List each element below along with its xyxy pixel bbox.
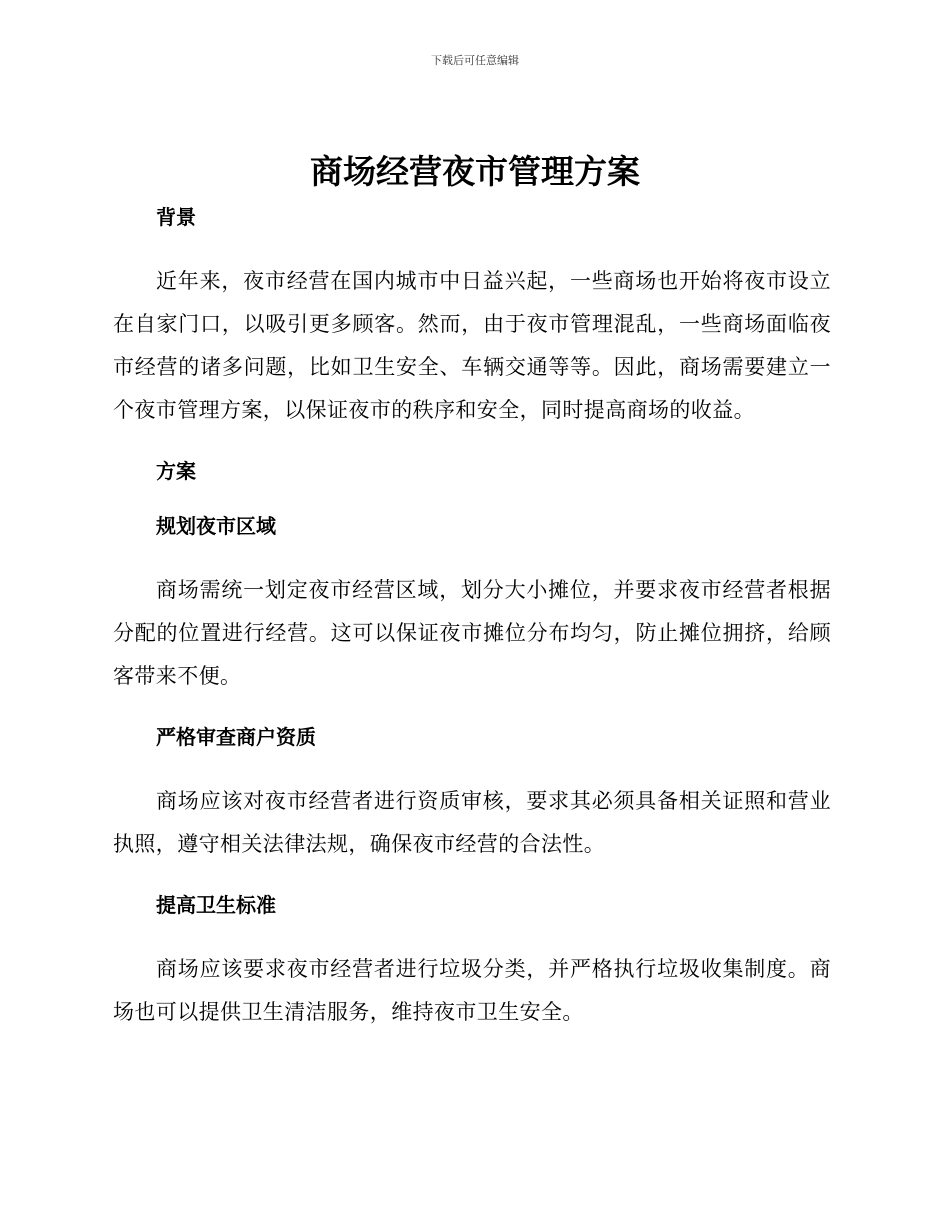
section-heading-plan: 方案 bbox=[156, 459, 196, 483]
section-heading-hygiene: 提高卫生标准 bbox=[156, 893, 276, 917]
section-heading-zone: 规划夜市区域 bbox=[156, 514, 276, 538]
paragraph-review: 商场应该对夜市经营者进行资质审核，要求其必须具备相关证照和营业执照，遵守相关法律法规，确保夜市经营的合法性。 bbox=[113, 789, 831, 856]
header-note: 下载后可任意编辑 bbox=[431, 54, 519, 67]
paragraph-zone: 商场需统一划定夜市经营区域，划分大小摊位，并要求夜市经营者根据分配的位置进行经营。这可以保证夜市摊位分布均匀，防止摊位拥挤，给顾客带来不便。 bbox=[113, 578, 831, 688]
document-title: 商场经营夜市管理方案 bbox=[310, 152, 640, 191]
paragraph-background: 近年来，夜市经营在国内城市中日益兴起，一些商场也开始将夜市设立在自家门口，以吸引更多顾客。然而，由于夜市管理混乱，一些商场面临夜市经营的诸多问题，比如卫生安全、车辆交通等等。因此，商场需要建立一个夜市管理方案，以保证夜市的秩序和安全，同时提高商场的收益。 bbox=[113, 269, 831, 422]
section-heading-background: 背景 bbox=[156, 205, 196, 229]
document-body bbox=[113, 202, 831, 1034]
paragraph-hygiene: 商场应该要求夜市经营者进行垃圾分类，并严格执行垃圾收集制度。商场也可以提供卫生清洁服务，维持夜市卫生安全。 bbox=[113, 957, 831, 1024]
section-heading-review: 严格审查商户资质 bbox=[156, 725, 316, 749]
